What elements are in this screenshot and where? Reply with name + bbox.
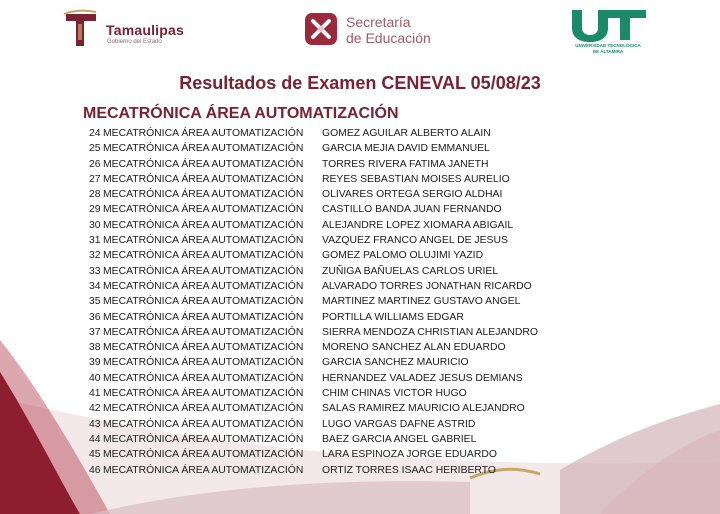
row-student-name: TORRES RIVERA FATIMA JANETH (322, 158, 489, 170)
row-career: MECATRÓNICA ÁREA AUTOMATIZACIÓN (103, 158, 304, 170)
row-number: 44 (89, 433, 101, 445)
row-student-name: LARA ESPINOZA JORGE EDUARDO (322, 449, 497, 461)
row-number: 27 (89, 173, 101, 185)
row-career: MECATRÓNICA ÁREA AUTOMATIZACIÓN (103, 311, 304, 323)
list-item (86, 234, 556, 249)
row-student-name: VAZQUEZ FRANCO ANGEL DE JESUS (322, 235, 508, 247)
row-career: MECATRÓNICA ÁREA AUTOMATIZACIÓN (103, 143, 304, 155)
list-item (86, 295, 556, 310)
list-item (86, 158, 556, 173)
list-item (86, 219, 556, 234)
row-student-name: BAEZ GARCIA ANGEL GABRIEL (322, 433, 477, 445)
list-item (86, 142, 556, 157)
row-career: MECATRÓNICA ÁREA AUTOMATIZACIÓN (103, 189, 304, 201)
row-career: MECATRÓNICA ÁREA AUTOMATIZACIÓN (103, 433, 304, 445)
row-student-name: SALAS RAMIREZ MAURICIO ALEJANDRO (322, 403, 525, 415)
list-item (86, 127, 556, 142)
row-student-name: OLIVARES ORTEGA SERGIO ALDHAI (322, 189, 503, 201)
row-number: 36 (89, 311, 101, 323)
list-item (86, 433, 556, 448)
row-student-name: CHIM CHINAS VICTOR HUGO (322, 388, 467, 400)
row-career: MECATRÓNICA ÁREA AUTOMATIZACIÓN (103, 342, 304, 354)
list-item (86, 464, 556, 479)
row-student-name: ORTIZ TORRES ISAAC HERIBERTO (322, 464, 496, 476)
row-student-name: ZUÑIGA BAÑUELAS CARLOS URIEL (322, 265, 499, 277)
tamaulipas-subtitle: Gobierno del Estado (107, 39, 162, 45)
list-item (86, 326, 556, 341)
list-item (86, 173, 556, 188)
row-number: 31 (89, 235, 101, 247)
row-career: MECATRÓNICA ÁREA AUTOMATIZACIÓN (103, 250, 304, 262)
row-student-name: ALVARADO TORRES JONATHAN RICARDO (322, 280, 532, 292)
ut-altamira-logo (566, 6, 652, 54)
list-item (86, 341, 556, 356)
row-career: MECATRÓNICA ÁREA AUTOMATIZACIÓN (103, 204, 304, 216)
sep-logo (304, 12, 444, 48)
row-number: 33 (89, 265, 101, 277)
row-career: MECATRÓNICA ÁREA AUTOMATIZACIÓN (103, 280, 304, 292)
row-number: 25 (89, 143, 101, 155)
tamaulipas-emblem-icon (60, 8, 100, 48)
list-item (86, 203, 556, 218)
row-number: 37 (89, 326, 101, 338)
row-number: 35 (89, 296, 101, 308)
row-student-name: SIERRA MENDOZA CHRISTIAN ALEJANDRO (322, 326, 538, 338)
list-item (86, 356, 556, 371)
row-career: MECATRÓNICA ÁREA AUTOMATIZACIÓN (103, 403, 304, 415)
list-item (86, 448, 556, 463)
row-career: MECATRÓNICA ÁREA AUTOMATIZACIÓN (103, 449, 304, 461)
row-number: 41 (89, 388, 101, 400)
row-student-name: PORTILLA WILLIAMS EDGAR (322, 311, 464, 323)
list-item (86, 402, 556, 417)
row-student-name: ALEJANDRE LOPEZ XIOMARA ABIGAIL (322, 219, 514, 231)
row-number: 24 (89, 128, 101, 139)
row-student-name: LUGO VARGAS DAFNE ASTRID (322, 418, 476, 430)
list-item (86, 188, 556, 203)
row-student-name: MORENO SANCHEZ ALAN EDUARDO (322, 342, 506, 354)
row-number: 32 (89, 250, 101, 262)
row-career: MECATRÓNICA ÁREA AUTOMATIZACIÓN (103, 372, 304, 384)
results-list (86, 127, 556, 479)
row-student-name: CASTILLO BANDA JUAN FERNANDO (322, 204, 502, 216)
list-item (86, 387, 556, 402)
row-student-name: GARCIA MEJIA DAVID EMMANUEL (322, 143, 490, 155)
ut-emblem-icon (568, 6, 648, 42)
row-career: MECATRÓNICA ÁREA AUTOMATIZACIÓN (103, 173, 304, 185)
row-student-name: GARCIA SANCHEZ MAURICIO (322, 357, 469, 369)
row-number: 28 (89, 189, 101, 201)
row-number: 43 (89, 418, 101, 430)
row-number: 45 (89, 449, 101, 461)
row-career: MECATRÓNICA ÁREA AUTOMATIZACIÓN (103, 219, 304, 231)
row-number: 39 (89, 357, 101, 369)
row-career: MECATRÓNICA ÁREA AUTOMATIZACIÓN (103, 326, 304, 338)
document-title: Resultados de Examen CENEVAL 05/08/23 (179, 73, 541, 93)
row-career: MECATRÓNICA ÁREA AUTOMATIZACIÓN (103, 418, 304, 430)
row-career: MECATRÓNICA ÁREA AUTOMATIZACIÓN (103, 296, 304, 308)
row-number: 46 (89, 464, 101, 476)
section-title: MECATRÓNICA ÁREA AUTOMATIZACIÓN (83, 105, 399, 122)
row-career: MECATRÓNICA ÁREA AUTOMATIZACIÓN (103, 388, 304, 400)
row-student-name: REYES SEBASTIAN MOISES AURELIO (322, 173, 510, 185)
list-item (86, 249, 556, 264)
row-number: 34 (89, 280, 101, 292)
row-student-name: HERNANDEZ VALADEZ JESUS DEMIANS (322, 372, 523, 384)
row-number: 29 (89, 204, 101, 216)
list-item (86, 418, 556, 433)
row-number: 42 (89, 403, 101, 415)
list-item (86, 311, 556, 326)
tamaulipas-name: Tamaulipas (106, 22, 184, 38)
row-student-name: GOMEZ AGUILAR ALBERTO ALAIN (322, 128, 491, 139)
row-number: 38 (89, 342, 101, 354)
sep-name-line1: Secretaría (346, 14, 411, 30)
row-student-name: GOMEZ PALOMO OLUJIMI YAZID (322, 250, 484, 262)
ut-name-line1: UNIVERSIDAD TECNOLÓGICA (575, 43, 641, 48)
sep-emblem-icon (304, 12, 338, 46)
list-item (86, 372, 556, 387)
row-student-name: MARTINEZ MARTINEZ GUSTAVO ANGEL (322, 296, 521, 308)
row-career: MECATRÓNICA ÁREA AUTOMATIZACIÓN (103, 265, 304, 277)
row-career: MECATRÓNICA ÁREA AUTOMATIZACIÓN (103, 357, 304, 369)
row-number: 26 (89, 158, 101, 170)
list-item (86, 265, 556, 280)
sep-name-line2: de Educación (346, 30, 431, 46)
ut-name-line2: DE ALTAMIRA (592, 49, 624, 54)
row-career: MECATRÓNICA ÁREA AUTOMATIZACIÓN (103, 464, 304, 476)
row-career: MECATRÓNICA ÁREA AUTOMATIZACIÓN (103, 235, 304, 247)
row-number: 40 (89, 372, 101, 384)
list-item (86, 280, 556, 295)
row-career: MECATRÓNICA ÁREA AUTOMATIZACIÓN (103, 128, 304, 139)
row-number: 30 (89, 219, 101, 231)
tamaulipas-logo (60, 8, 200, 50)
